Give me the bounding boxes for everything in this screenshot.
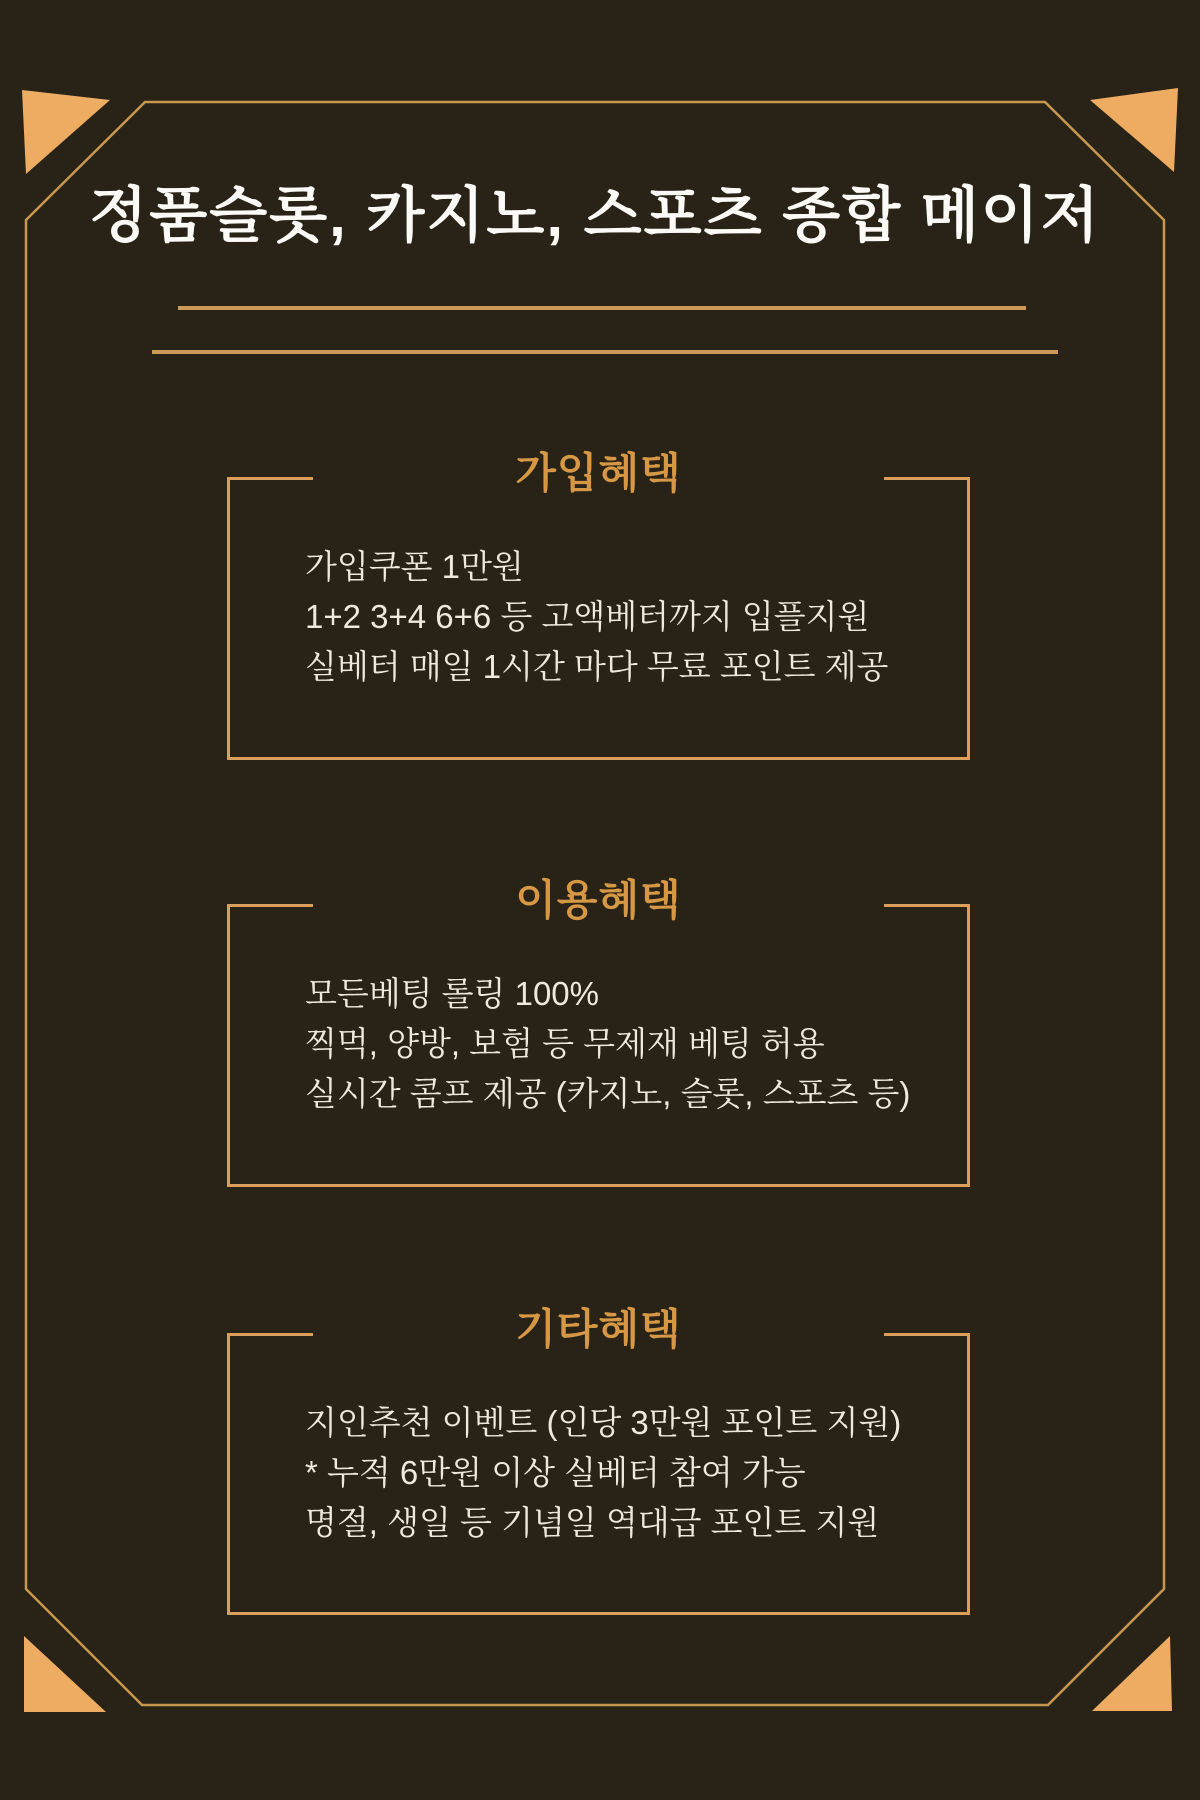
- section-body-usage: [230, 904, 967, 1184]
- divider-line-bottom: [152, 350, 1058, 354]
- section-body-signup: [230, 477, 967, 757]
- divider-line-top: [178, 306, 1026, 310]
- benefit-line: 가입쿠폰 1만원: [305, 548, 524, 585]
- benefit-line: 실시간 콤프 제공 (카지노, 슬롯, 스포츠 등): [305, 1075, 911, 1112]
- benefit-line: * 누적 6만원 이상 실베터 참여 가능: [305, 1453, 806, 1491]
- corner-triangle-top-left: [22, 90, 110, 174]
- section-title-other: 기타혜택: [515, 1305, 682, 1353]
- benefit-line: 1+2 3+4 6+6 등 고액베터까지 입플지원: [305, 598, 870, 635]
- corner-triangle-bottom-left: [24, 1636, 106, 1712]
- benefit-line: 지인추천 이벤트 (인당 3만원 포인트 지원): [305, 1403, 902, 1441]
- benefit-line: 모든베팅 롤링 100%: [305, 975, 600, 1012]
- benefit-line: 실베터 매일 1시간 마다 무료 포인트 제공: [305, 648, 889, 685]
- benefit-section-usage: [227, 876, 970, 1187]
- section-title-signup: 가입혜택: [515, 449, 682, 497]
- section-title-usage: 이용혜택: [515, 876, 682, 924]
- benefit-section-other: [227, 1305, 970, 1615]
- benefit-line: 찍먹, 양방, 보험 등 무제재 베팅 허용: [305, 1025, 825, 1062]
- benefit-section-signup: [227, 449, 970, 760]
- section-body-other: [230, 1333, 967, 1612]
- page-title: 정품슬롯, 카지노, 스포츠 종합 메이저: [89, 182, 1101, 249]
- benefit-line: 명절, 생일 등 기념일 역대급 포인트 지원: [305, 1503, 880, 1541]
